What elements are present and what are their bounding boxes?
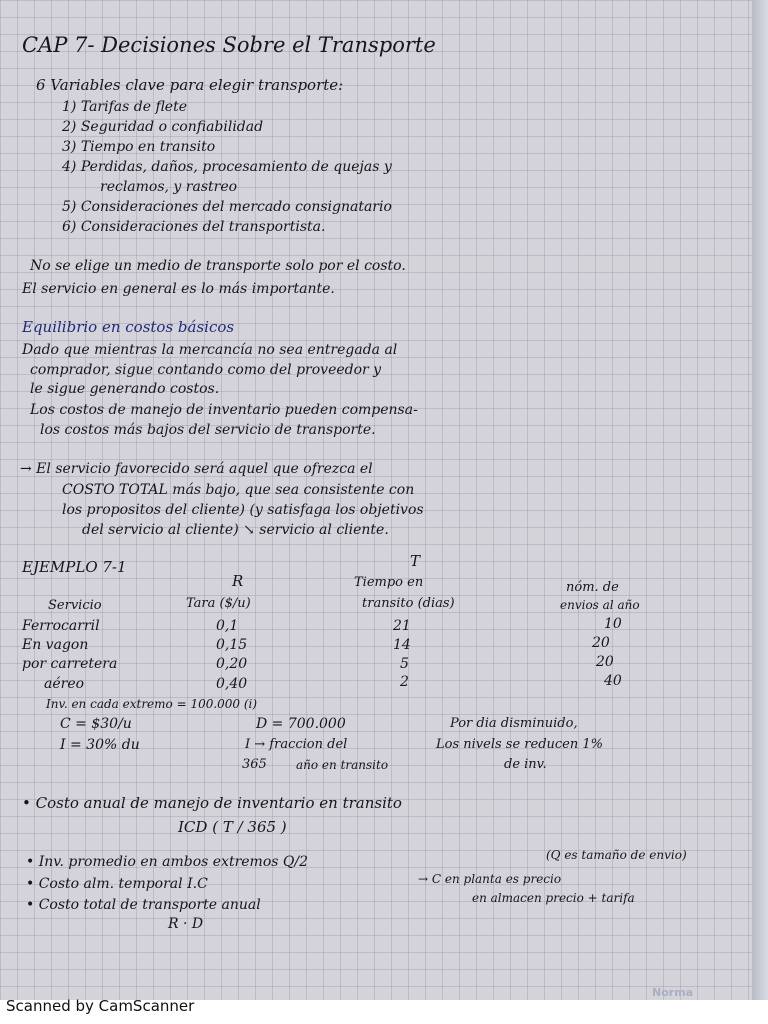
per-day-note: Por dia disminuido, [450, 716, 578, 731]
row-time: 14 [393, 637, 411, 653]
row-shipments: 40 [604, 673, 622, 689]
note-line: El servicio en general es lo más importante. [22, 281, 335, 297]
page-edge [752, 0, 768, 1000]
conclusion-line: del servicio al cliente) ↘ servicio al cliente. [82, 522, 389, 538]
variable-item: 3) Tiempo en transito [62, 139, 216, 155]
row-time: 21 [393, 618, 411, 634]
storage-note: en almacen precio + tarifa [472, 891, 635, 905]
page-title: CAP 7- Decisiones Sobre el Transporte [22, 33, 436, 57]
example-title: EJEMPLO 7-1 [22, 558, 127, 576]
letter-t: T [410, 552, 421, 570]
variable-item: 1) Tarifas de flete [62, 99, 187, 115]
days-365: 365 [242, 757, 267, 772]
header-shipments: nóm. de [566, 580, 619, 595]
levels-note: Los nivels se reducen 1% [436, 737, 603, 752]
variables-heading: 6 Variables clave para elegir transporte: [36, 76, 344, 94]
year-transit: año en transito [296, 758, 389, 772]
equilibrio-heading: Equilibrio en costos básicos [22, 318, 235, 336]
row-shipments: 10 [604, 616, 622, 632]
avg-inventory-note: (Q es tamaño de envio) [546, 848, 687, 862]
row-time: 5 [400, 656, 409, 672]
formula-rd: R · D [168, 916, 204, 932]
row-service: aéreo [44, 676, 85, 692]
row-service: Ferrocarril [22, 618, 100, 634]
note-line: No se elige un medio de transporte solo por el costo. [30, 258, 406, 274]
brand-watermark: Norma [652, 986, 694, 999]
variable-item: 2) Seguridad o confiabilidad [62, 119, 264, 135]
i-value: I = 30% du [60, 737, 140, 753]
d-value: D = 700.000 [256, 716, 346, 732]
header-shipments: envios al año [560, 598, 640, 612]
scanner-footer: Scanned by CamScanner [6, 997, 195, 1015]
row-rate: 0,15 [216, 637, 248, 653]
row-service: por carretera [22, 656, 118, 672]
variable-item: 6) Consideraciones del transportista. [62, 219, 326, 235]
formula-total: • Costo total de transporte anual [26, 897, 261, 913]
conclusion-line: los propositos del cliente) (y satisfaga los objetivos [62, 502, 424, 518]
of-inventory: de inv. [504, 757, 547, 772]
equilibrio-line: Dado que mientras la mercancía no sea entregada al [22, 342, 398, 358]
header-service: Servicio [48, 598, 102, 613]
conclusion-line: → El servicio favorecido será aquel que ofrezca el [20, 461, 373, 477]
equilibrio-line: le sigue generando costos. [30, 381, 220, 397]
conclusion-line: COSTO TOTAL más bajo, que sea consistente con [62, 482, 415, 498]
row-rate: 0,20 [216, 656, 248, 672]
row-shipments: 20 [596, 654, 614, 670]
row-rate: 0,1 [216, 618, 239, 634]
header-rate: Tara ($/u) [186, 596, 251, 611]
row-service: En vagon [22, 637, 89, 653]
c-value: C = $30/u [60, 716, 132, 732]
row-time: 2 [400, 674, 409, 690]
formula-storage: • Costo alm. temporal I.C [26, 876, 208, 892]
variable-item: 5) Consideraciones del mercado consignatario [62, 199, 392, 215]
equilibrio-line: comprador, sigue contando como del proveedor y [30, 362, 382, 378]
equilibrio-line: Los costos de manejo de inventario pueden compensa- [30, 402, 418, 418]
formula-annual-cost: • Costo anual de manejo de inventario en transito [22, 794, 402, 812]
variable-item: reclamos, y rastreo [100, 179, 238, 195]
letter-r: R [232, 572, 244, 590]
header-time: Tiempo en [354, 575, 424, 590]
formula-icd: ICD ( T / 365 ) [178, 818, 287, 836]
equilibrio-line: los costos más bajos del servicio de transporte. [40, 422, 376, 438]
i-description: I → fraccion del [245, 737, 348, 752]
row-shipments: 20 [592, 635, 610, 651]
row-rate: 0,40 [216, 676, 248, 692]
formula-avg-inventory: • Inv. promedio en ambos extremos Q/2 [26, 854, 308, 870]
inventory-note: Inv. en cada extremo = 100.000 (i) [46, 697, 258, 711]
storage-note: → C en planta es precio [418, 872, 562, 886]
variable-item: 4) Perdidas, daños, procesamiento de quejas y [62, 159, 392, 175]
header-time: transito (dias) [362, 596, 455, 611]
